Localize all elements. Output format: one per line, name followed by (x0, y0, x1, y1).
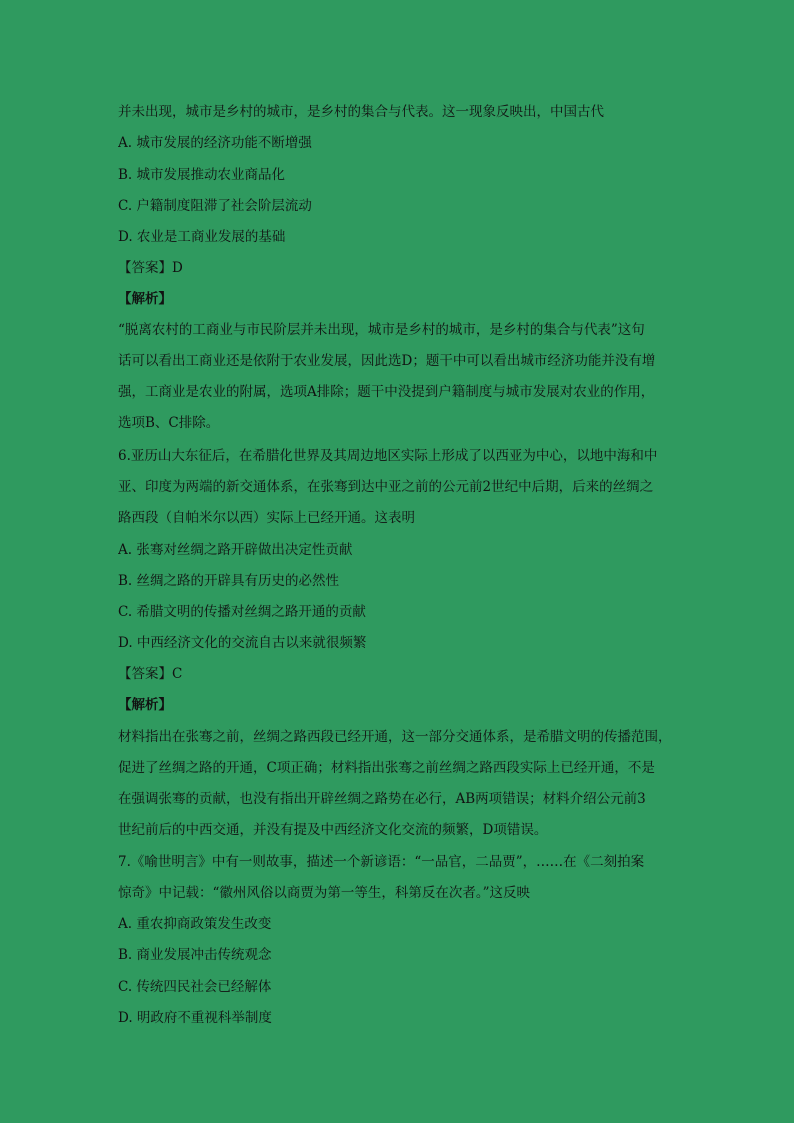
option-d: D. 明政府不重视科举制度 (118, 1010, 272, 1026)
option-b: B. 城市发展推动农业商品化 (118, 167, 286, 183)
analysis-text: 在强调张骞的贡献，也没有指出开辟丝绸之路势在必行，AB两项错误；材料介绍公元前3 (118, 791, 646, 807)
analysis-text: 世纪前后的中西交通，并没有提及中西经济文化交流的频繁，D项错误。 (118, 822, 548, 838)
question-7-stem: 惊奇》中记载：“徽州风俗以商贾为第一等生，科第反在次者。”这反映 (118, 885, 531, 901)
answer-label: 【答案】D (118, 260, 183, 276)
option-b: B. 丝绸之路的开辟具有历史的必然性 (118, 573, 340, 589)
question-7-stem: 7.《喻世明言》中有一则故事，描述一个新谚语：“一品官，二品贾”，……在《二刻拍案 (118, 854, 645, 870)
option-c: C. 户籍制度阻滞了社会阶层流动 (118, 198, 312, 214)
analysis-heading: 【解析】 (118, 697, 172, 713)
option-a: A. 重农抑商政策发生改变 (118, 916, 272, 932)
analysis-text: 话可以看出工商业还是依附于农业发展，因此选D；题干中可以看出城市经济功能并没有增 (118, 353, 656, 369)
analysis-text: 选项B、C排除。 (118, 415, 220, 431)
option-d: D. 农业是工商业发展的基础 (118, 229, 286, 245)
answer-label: 【答案】C (118, 666, 183, 682)
analysis-text: 材料指出在张骞之前，丝绸之路西段已经开通，这一部分交通体系，是希腊文明的传播范围， (118, 729, 672, 745)
question-stem-continued: 并未出现，城市是乡村的城市，是乡村的集合与代表。这一现象反映出，中国古代 (118, 104, 604, 120)
analysis-heading: 【解析】 (118, 291, 172, 307)
option-c: C. 希腊文明的传播对丝绸之路开通的贡献 (118, 604, 366, 620)
option-a: A. 张骞对丝绸之路开辟做出决定性贡献 (118, 542, 353, 558)
option-a: A. 城市发展的经济功能不断增强 (118, 135, 312, 151)
analysis-text: 强，工商业是农业的附属，选项A排除；题干中没提到户籍制度与城市发展对农业的作用， (118, 384, 655, 400)
option-b: B. 商业发展冲击传统观念 (118, 947, 272, 963)
question-6-stem: 路西段（自帕米尔以西）实际上已经开通。这表明 (118, 510, 415, 526)
option-c: C. 传统四民社会已经解体 (118, 979, 272, 995)
analysis-text: “脱离农村的工商业与市民阶层并未出现，城市是乡村的城市，是乡村的集合与代表”这句 (118, 322, 645, 338)
question-6-stem: 6.亚历山大东征后，在希腊化世界及其周边地区实际上形成了以西亚为中心，以地中海和中 (118, 448, 658, 464)
option-d: D. 中西经济文化的交流自古以来就很频繁 (118, 635, 367, 651)
analysis-text: 促进了丝绸之路的开通，C项正确；材料指出张骞之前丝绸之路西段实际上已经开通，不是 (118, 760, 655, 776)
question-6-stem: 亚、印度为两端的新交通体系，在张骞到达中亚之前的公元前2世纪中后期，后来的丝绸之 (118, 479, 654, 495)
